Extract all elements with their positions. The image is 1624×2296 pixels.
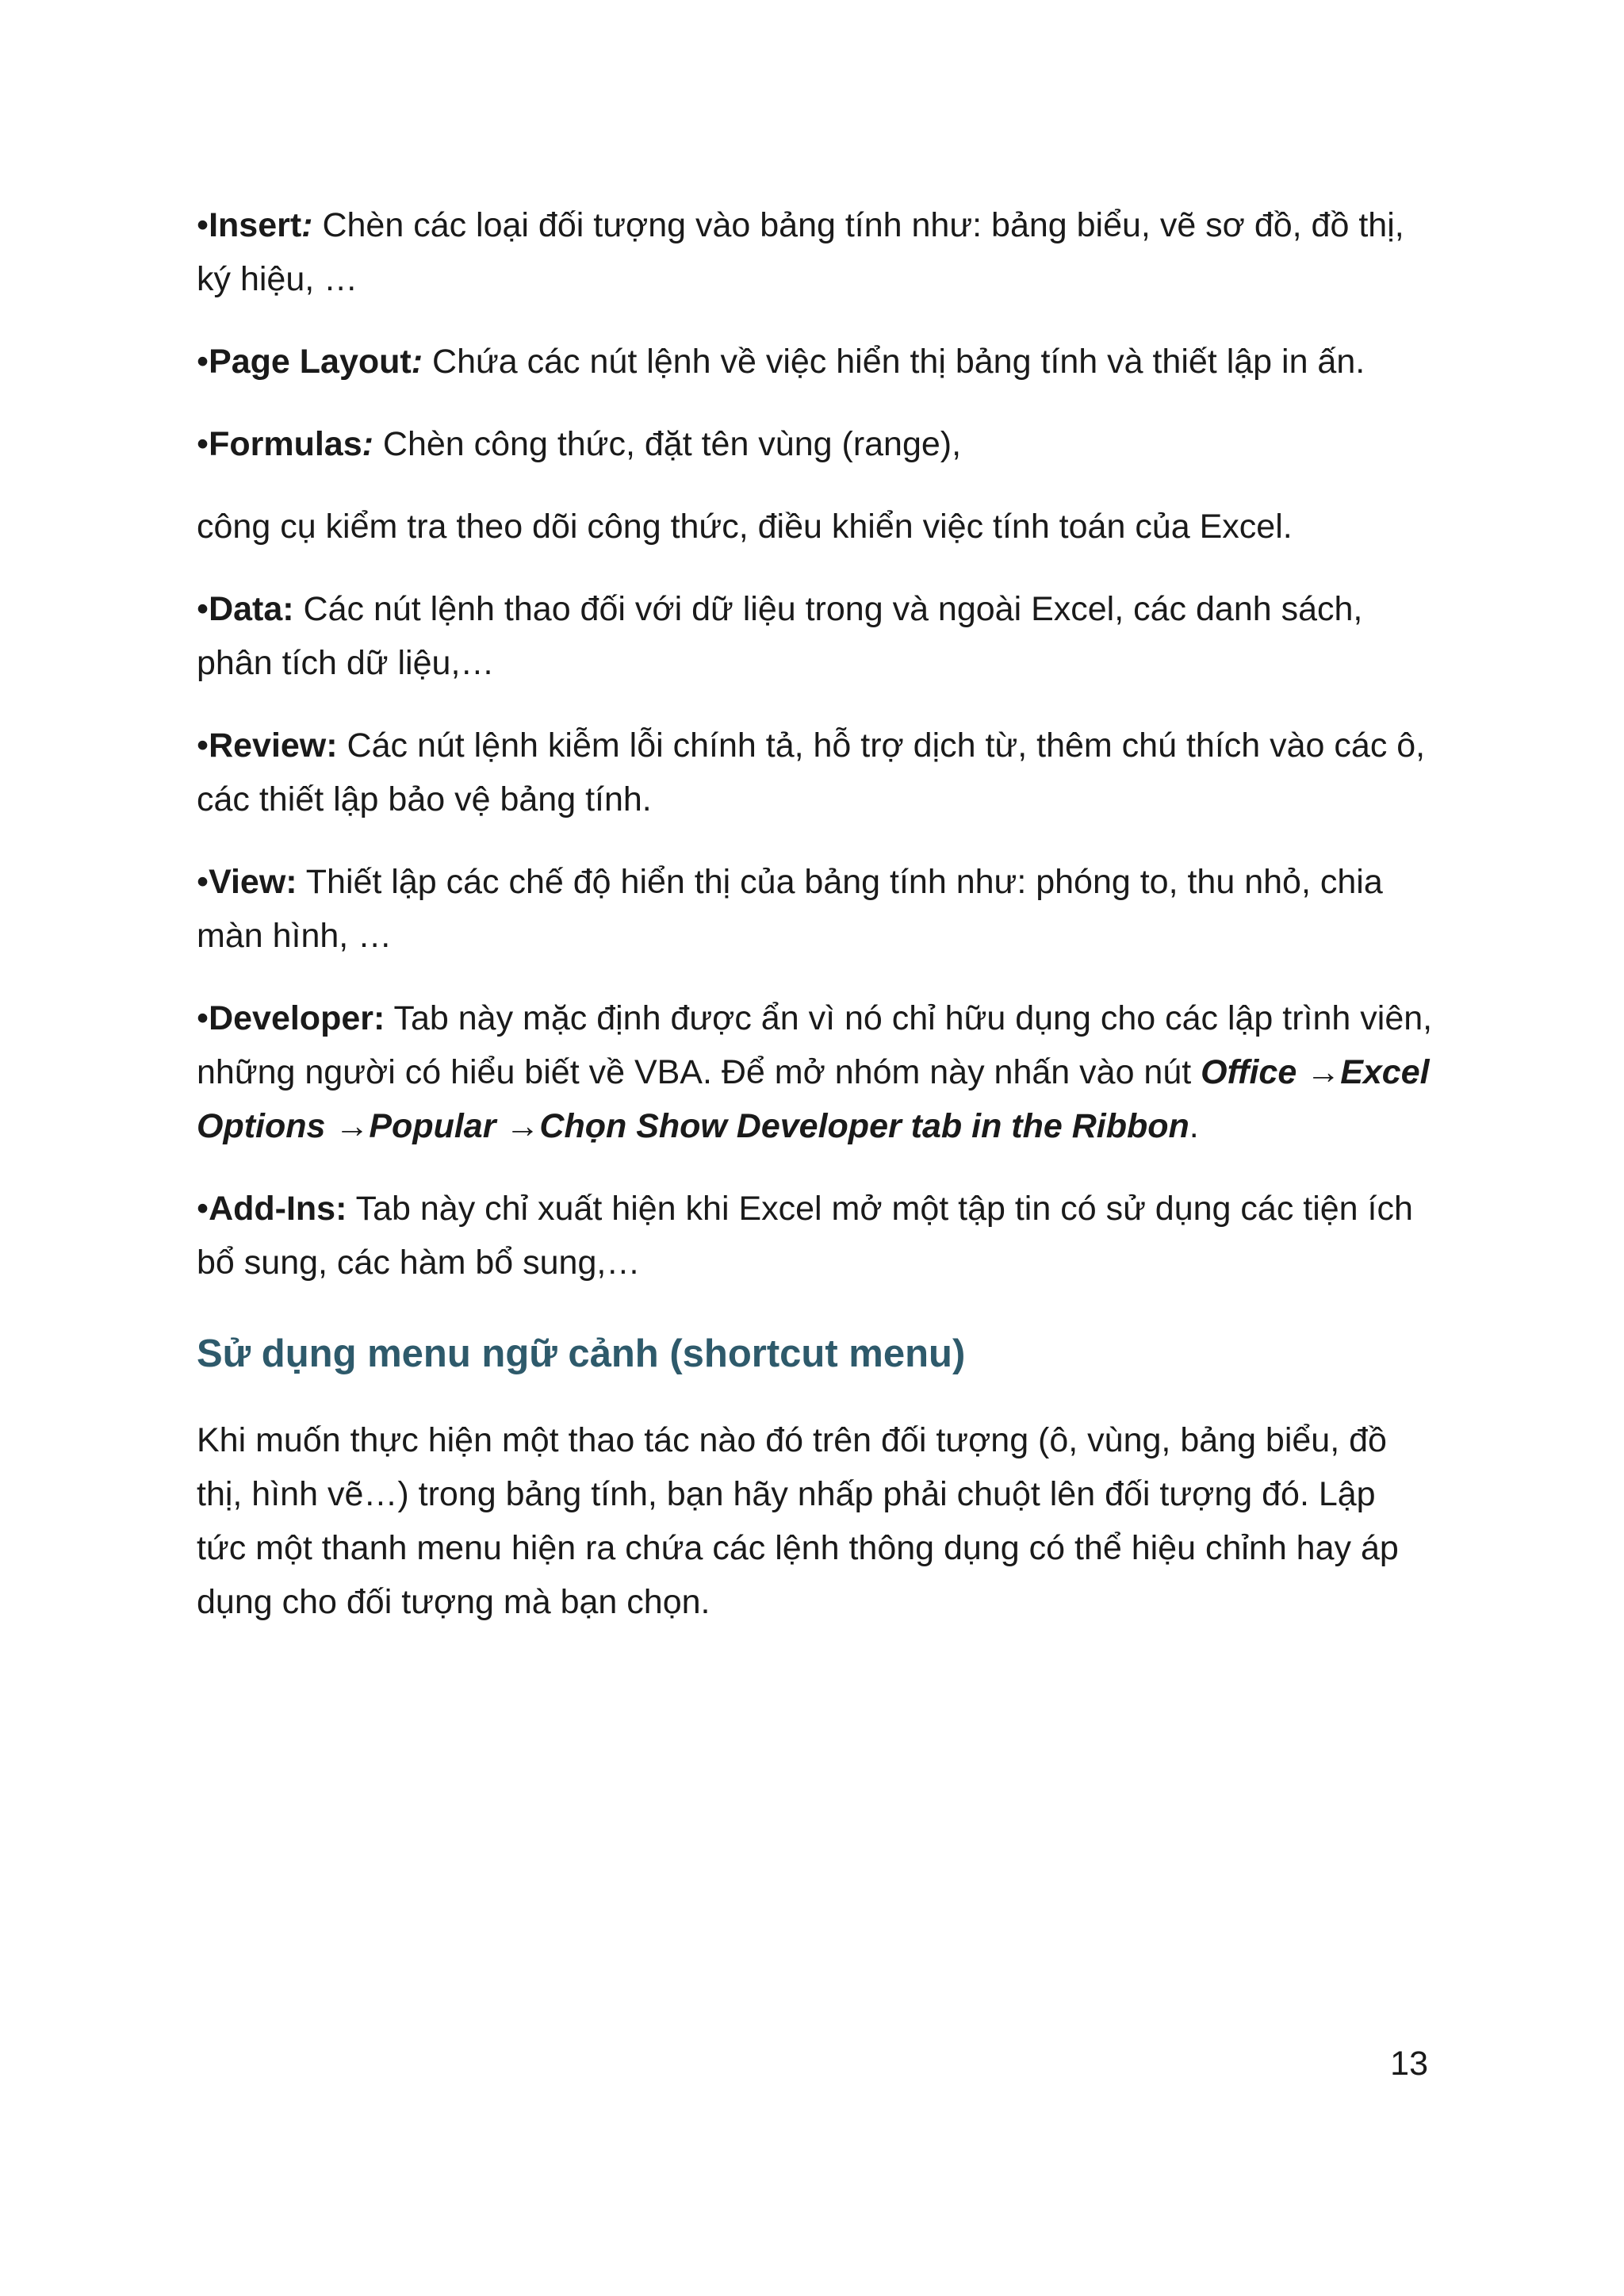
- item-page-layout: [197, 335, 1434, 389]
- term-formulas: Formulas: [209, 425, 362, 463]
- formulas-continuation: công cụ kiểm tra theo dõi công thức, điều khiển việc tính toán của Excel.: [197, 508, 1293, 546]
- description: Thiết lập các chế độ hiển thị của bảng tính như: phóng to, thu nhỏ, chia màn hình, …: [197, 863, 1383, 955]
- item-view: [197, 855, 1434, 963]
- section-body: Khi muốn thực hiện một thao tác nào đó trên đối tượng (ô, vùng, bảng biểu, đồ thị, hình vẽ…) trong bảng tính, bạn hãy nhấp phải chuột lên đối tượng đó. Lập tức một thanh menu hiện ra chứa các lệnh thông dụng có thể hiệu chỉnh hay áp dụng cho đối tượng mà bạn chọn.: [197, 1421, 1399, 1621]
- separator: :: [301, 206, 313, 244]
- term-page-layout: Page Layout: [209, 343, 412, 381]
- bullet: •: [197, 206, 209, 244]
- item-data: [197, 582, 1434, 690]
- bullet: •: [197, 425, 209, 463]
- period: .: [1189, 1107, 1199, 1145]
- separator: :: [411, 343, 423, 381]
- term-view: View:: [209, 863, 297, 901]
- term-data: Data:: [209, 590, 294, 628]
- menu-path: Office →Excel Options →Popular →Chọn Show Developer tab in the Ribbon: [197, 1053, 1430, 1145]
- term-add-ins: Add-Ins:: [209, 1190, 347, 1228]
- description: Chèn các loại đối tượng vào bảng tính như: bảng biểu, vẽ sơ đồ, đồ thị, ký hiệu, …: [197, 206, 1404, 298]
- bullet: •: [197, 343, 209, 381]
- term-insert: Insert: [209, 206, 302, 244]
- item-add-ins: [197, 1182, 1434, 1290]
- item-insert: [197, 198, 1434, 306]
- bullet: •: [197, 1190, 209, 1228]
- description: Các nút lệnh thao đối với dữ liệu trong và ngoài Excel, các danh sách, phân tích dữ liệu,…: [197, 590, 1363, 682]
- page-number: 13: [1390, 2045, 1428, 2083]
- description: Tab này mặc định được ẩn vì nó chỉ hữu dụng cho các lập trình viên, những người có hiểu biết về VBA. Để mở nhóm này nhấn vào nút: [197, 999, 1433, 1091]
- description: Các nút lệnh kiễm lỗi chính tả, hỗ trợ dịch từ, thêm chú thích vào các ô, các thiết lập bảo vệ bảng tính.: [197, 726, 1426, 818]
- document-page: [197, 198, 1434, 1658]
- item-developer: [197, 991, 1434, 1153]
- bullet: •: [197, 999, 209, 1037]
- bullet: •: [197, 726, 209, 765]
- term-developer: Developer:: [209, 999, 385, 1037]
- description: Chứa các nút lệnh về việc hiển thị bảng tính và thiết lập in ấn.: [423, 343, 1365, 381]
- term-review: Review:: [209, 726, 338, 765]
- description: Chèn công thức, đặt tên vùng (range),: [373, 425, 962, 463]
- item-formulas: [197, 417, 1434, 471]
- bullet: •: [197, 863, 209, 901]
- bullet: •: [197, 590, 209, 628]
- separator: :: [362, 425, 373, 463]
- section-heading: Sử dụng menu ngữ cảnh (shortcut menu): [197, 1332, 966, 1375]
- item-review: [197, 719, 1434, 826]
- description: Tab này chỉ xuất hiện khi Excel mở một tập tin có sử dụng các tiện ích bổ sung, các hàm bổ sung,…: [197, 1190, 1413, 1282]
